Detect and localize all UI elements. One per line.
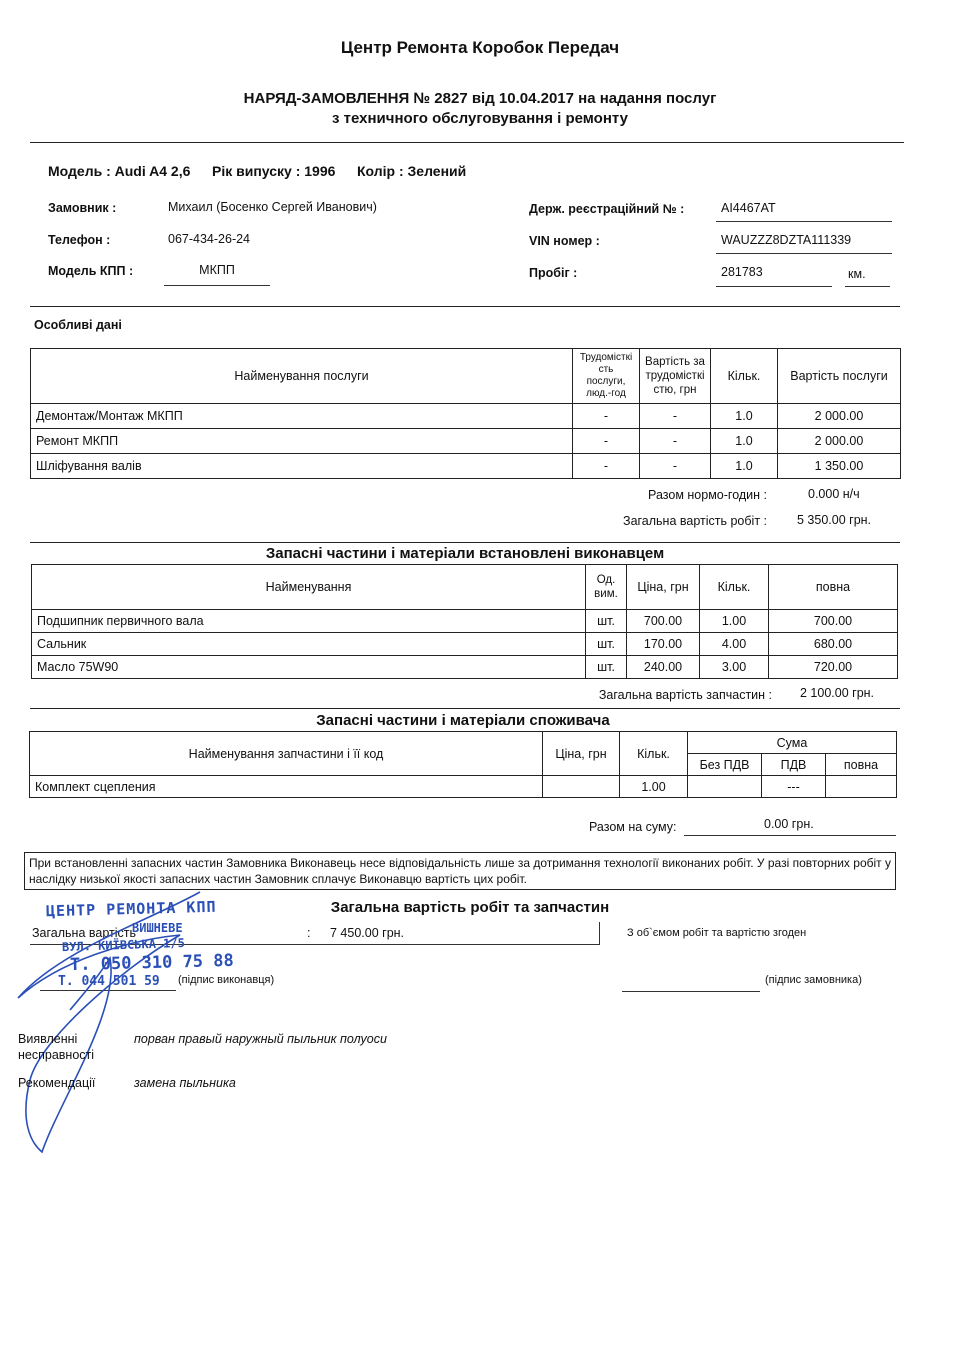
- notice-box: При встановленні запасних частин Замовника Виконавець несе відповідальність лише за дотримання технології виконаних робіт. У разі повторних робіт у наслідку низької якості запасних частин Замовник сплачує Виконавцю вартість цих робіт.: [24, 852, 896, 890]
- cell: Сальник: [32, 633, 586, 656]
- vehicle-year: Рік випуску : 1996: [212, 163, 336, 179]
- table-header-row: [32, 565, 898, 610]
- client-label: Замовник :: [48, 201, 117, 215]
- col-header: повна: [769, 565, 898, 610]
- vehicle-color: Колір : Зелений: [357, 163, 467, 179]
- special-label: Особливі дані: [34, 318, 122, 332]
- agree-text: З об`ємом робіт та вартістю згоден: [627, 927, 807, 939]
- table-row: [32, 633, 898, 656]
- vin-value: WAUZZZ8DZTA111339: [721, 233, 852, 247]
- col-header: Кільк.: [620, 732, 688, 776]
- table-row: [31, 404, 901, 429]
- sum-value: 0.00 грн.: [764, 817, 814, 831]
- col-header: Од. вим.: [586, 565, 627, 610]
- cell: 2 000.00: [778, 429, 901, 454]
- col-header: Кільк.: [711, 349, 778, 404]
- col-header: Найменування послуги: [31, 349, 573, 404]
- col-header: Ціна, грн: [543, 732, 620, 776]
- divider: [30, 142, 904, 143]
- cust-sign-caption: (підпис замовника): [765, 974, 862, 986]
- customer-parts-table: [29, 731, 897, 798]
- cell: ---: [762, 776, 826, 798]
- cell: 4.00: [700, 633, 769, 656]
- table-header-row: [30, 732, 897, 754]
- divider: [30, 542, 900, 543]
- hours-label: Разом нормо-годин :: [648, 488, 767, 502]
- cell: -: [573, 404, 640, 429]
- cell: Масло 75W90: [32, 656, 586, 679]
- stamp-line-2: ВИШНЕВЕ: [132, 921, 183, 935]
- grand-divider: [599, 922, 600, 944]
- reg-value: AI4467AT: [721, 201, 776, 215]
- exec-sign-caption: (підпис виконавця): [178, 974, 275, 986]
- defects-label: Виявленні несправності: [18, 1032, 95, 1062]
- sum-underline: [684, 835, 896, 836]
- col-header: Ціна, грн: [627, 565, 700, 610]
- unit-underline: [845, 286, 890, 287]
- reg-underline: [716, 221, 892, 222]
- cell: шт.: [586, 610, 627, 633]
- table-row: [31, 429, 901, 454]
- table-header-row: [31, 349, 901, 404]
- mileage-label: Пробіг :: [529, 266, 578, 280]
- defects-value: порван правый наружный пыльник полуоси: [134, 1032, 387, 1046]
- client-value: Михаил (Босенко Сергей Иванович): [168, 200, 377, 214]
- cell: -: [573, 454, 640, 479]
- parts-title: Запасні частини і матеріали встановлені виконавцем: [265, 545, 665, 562]
- services-table: [30, 348, 901, 479]
- col-header: Кільк.: [700, 565, 769, 610]
- cell: 170.00: [627, 633, 700, 656]
- cell: 1.0: [711, 404, 778, 429]
- cell: 1.00: [700, 610, 769, 633]
- phone-value: 067-434-26-24: [168, 232, 251, 246]
- col-header: Вартість за трудомісткі стю, грн: [640, 349, 711, 404]
- recs-value: замена пыльника: [134, 1076, 236, 1090]
- grand-colon: :: [307, 926, 311, 940]
- divider: [30, 306, 900, 307]
- gearbox-label: Модель КПП :: [48, 264, 134, 278]
- cell: 2 000.00: [778, 404, 901, 429]
- recs-label: Рекомендації: [18, 1076, 96, 1090]
- col-header: Вартість послуги: [778, 349, 901, 404]
- cell: [826, 776, 897, 798]
- col-header: повна: [826, 754, 897, 776]
- mileage-unit: км.: [848, 267, 866, 281]
- vin-underline: [716, 253, 892, 254]
- hours-value: 0.000 н/ч: [808, 487, 860, 501]
- cell: Шліфування валів: [31, 454, 573, 479]
- sum-label: Разом на суму:: [589, 820, 677, 834]
- mileage-underline: [716, 286, 832, 287]
- cell: 720.00: [769, 656, 898, 679]
- order-subtitle: з техничного обслуговування і ремонту: [332, 110, 628, 127]
- grand-value: 7 450.00 грн.: [330, 926, 405, 940]
- cell: 1.0: [711, 429, 778, 454]
- order-title: НАРЯД-ЗАМОВЛЕННЯ № 2827 від 10.04.2017 на надання послуг: [243, 90, 717, 107]
- stamp-line-4: T. 050 310 75 88: [69, 950, 234, 976]
- company-title: Центр Ремонта Коробок Передач: [340, 38, 620, 57]
- reg-label: Держ. реєстраційний № :: [529, 202, 685, 216]
- stamp-line-5: T. 044 501 59: [58, 974, 160, 989]
- table-row: [32, 656, 898, 679]
- parts-total-value: 2 100.00 грн.: [800, 686, 875, 700]
- gearbox-value: МКПП: [199, 263, 235, 277]
- divider: [30, 708, 900, 709]
- parts-table: [31, 564, 898, 679]
- gearbox-underline: [164, 285, 270, 286]
- grand-title: Загальна вартість робіт та запчастин: [330, 899, 610, 916]
- col-header: Найменування запчастини і її код: [30, 732, 543, 776]
- cell: 1.00: [620, 776, 688, 798]
- col-header: Найменування: [32, 565, 586, 610]
- stamp-line-3: ВУЛ. КИЇВСЬКА 1/5: [61, 935, 186, 955]
- grand-label: Загальна вартість: [32, 926, 136, 940]
- cell: 700.00: [627, 610, 700, 633]
- cell: [543, 776, 620, 798]
- cell: 1 350.00: [778, 454, 901, 479]
- vin-label: VIN номер :: [529, 234, 600, 248]
- col-header: ПДВ: [762, 754, 826, 776]
- col-header: Без ПДВ: [688, 754, 762, 776]
- cell: [688, 776, 762, 798]
- cell: -: [640, 429, 711, 454]
- cell: 680.00: [769, 633, 898, 656]
- col-header: Сума: [688, 732, 897, 754]
- cell: Ремонт МКПП: [31, 429, 573, 454]
- table-row: [32, 610, 898, 633]
- cust-sign-line: [622, 991, 760, 992]
- col-header: Трудомісткі сть послуги, люд.-год: [573, 349, 640, 404]
- cell: 1.0: [711, 454, 778, 479]
- cell: -: [573, 429, 640, 454]
- works-total-label: Загальна вартість робіт :: [623, 514, 767, 528]
- phone-label: Телефон :: [48, 233, 111, 247]
- cell: шт.: [586, 633, 627, 656]
- customer-parts-title: Запасні частини і матеріали споживача: [316, 712, 610, 729]
- signature-icon: [0, 880, 280, 1170]
- cell: 700.00: [769, 610, 898, 633]
- table-row: [31, 454, 901, 479]
- parts-total-label: Загальна вартість запчастин :: [598, 688, 772, 702]
- cell: -: [640, 404, 711, 429]
- cell: Подшипник первичного вала: [32, 610, 586, 633]
- cell: Комплект сцепления: [30, 776, 543, 798]
- stamp-line-1: ЦЕНТР РЕМОНТА КПП: [45, 897, 217, 921]
- vehicle-model: Модель : Audi A4 2,6: [48, 163, 191, 179]
- cell: 240.00: [627, 656, 700, 679]
- cell: 3.00: [700, 656, 769, 679]
- cell: -: [640, 454, 711, 479]
- cell: шт.: [586, 656, 627, 679]
- cell: Демонтаж/Монтаж МКПП: [31, 404, 573, 429]
- mileage-value: 281783: [721, 265, 763, 279]
- works-total-value: 5 350.00 грн.: [797, 513, 872, 527]
- table-row: [30, 776, 897, 798]
